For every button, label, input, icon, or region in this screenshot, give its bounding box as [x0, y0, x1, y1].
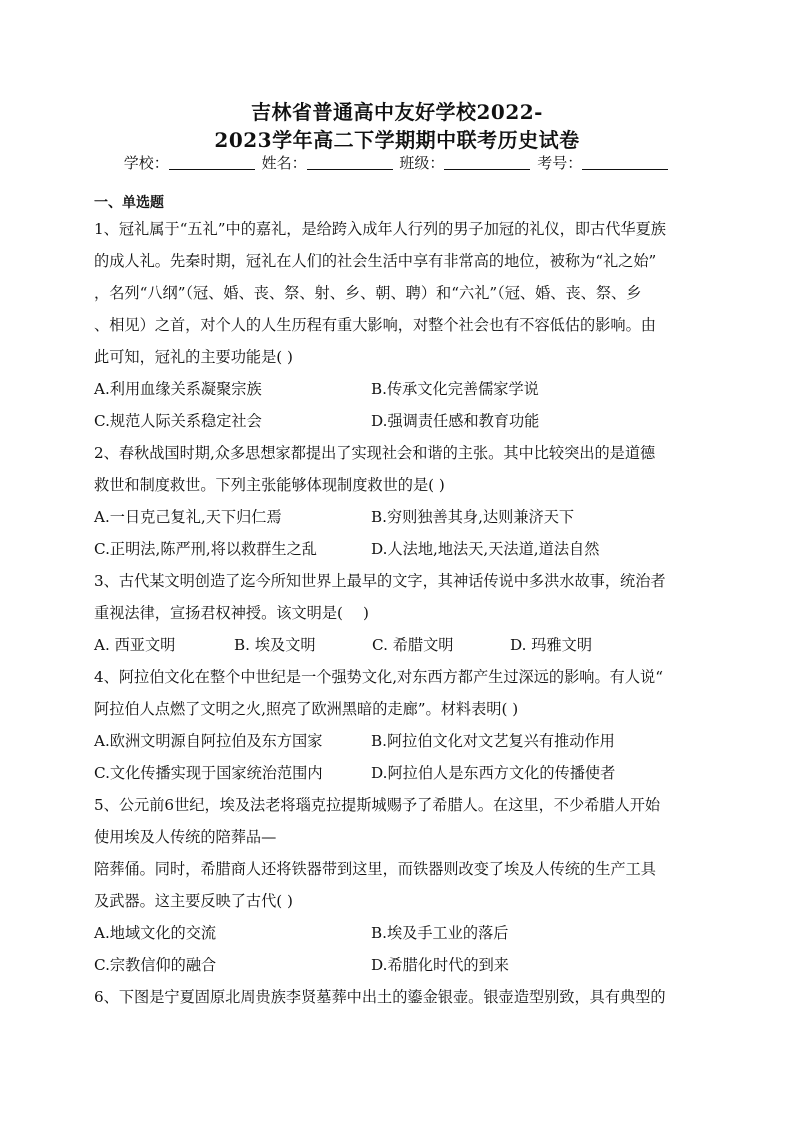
question-4 [94, 661, 700, 789]
option-b: B. 埃及文明 [234, 636, 316, 654]
option-c: C.文化传播实现于国家统治范围内 [94, 764, 323, 782]
exam-title-line-1: 吉林省普通高中友好学校2022- [251, 100, 543, 124]
option-row [94, 373, 700, 405]
question-text-line: 阿拉伯人点燃了文明之火,照亮了欧洲黑暗的走廊”。材料表明( ) [94, 700, 519, 718]
option-row [94, 501, 700, 533]
name-label: 姓名： [261, 154, 307, 172]
option-c: C.规范人际关系稳定社会 [94, 412, 262, 430]
question-text-line: ，名列“八纲”（冠、婚、丧、祭、射、乡、朝、聘）和“六礼”（冠、婚、丧、祭、乡 [94, 284, 642, 302]
option-a: A.欧洲文明源自阿拉伯及东方国家 [94, 732, 323, 750]
question-text-line: 使用埃及人传统的陪葬品— [94, 828, 277, 846]
option-b: B.穷则独善其身,达则兼济天下 [371, 508, 575, 526]
option-c: C.正明法,陈严刑,将以救群生之乱 [94, 540, 317, 558]
exam-title-line-2: 2023学年高二下学期期中联考历史试卷 [214, 128, 580, 152]
class-blank [444, 155, 530, 170]
question-text-line: 此可知，冠礼的主要功能是( ) [94, 348, 293, 366]
option-d: D.强调责任感和教育功能 [371, 412, 540, 430]
name-blank [307, 155, 393, 170]
school-label: 学校： [123, 154, 169, 172]
question-1 [94, 213, 700, 437]
option-a: A.地域文化的交流 [94, 924, 217, 942]
option-row [94, 725, 700, 757]
option-a: A.利用血缘关系凝聚宗族 [94, 380, 262, 398]
option-d: D.人法地,地法天,天法道,道法自然 [371, 540, 600, 558]
option-row [94, 629, 700, 661]
question-list [94, 213, 700, 1013]
exam-number-label: 考号： [537, 154, 583, 172]
option-row [94, 533, 700, 565]
question-text-line: 1、冠礼属于“五礼”中的嘉礼，是给跨入成年人行列的男子加冠的礼仪，即古代华夏族 [94, 220, 666, 238]
option-c: C.宗教信仰的融合 [94, 956, 217, 974]
question-text-line: 6、下图是宁夏固原北周贵族李贤墓葬中出土的鎏金银壶。银壶造型别致，具有典型的 [94, 988, 666, 1006]
option-d: D.希腊化时代的到来 [371, 956, 509, 974]
section-title: 一、单选题 [94, 195, 164, 211]
question-text-line: 3、古代某文明创造了迄今所知世界上最早的文字，其神话传说中多洪水故事，统治者 [94, 572, 666, 590]
option-c: C. 希腊文明 [372, 636, 454, 654]
question-5 [94, 789, 700, 981]
school-blank [169, 155, 255, 170]
option-d: D. 玛雅文明 [510, 636, 593, 654]
question-text-line: 陪葬俑。同时，希腊商人还将铁器带到这里，而铁器则改变了埃及人传统的生产工具 [94, 860, 656, 878]
question-2 [94, 437, 700, 565]
question-text-line: 2、春秋战国时期,众多思想家都提出了实现社会和谐的主张。其中比较突出的是道德 [94, 444, 656, 462]
option-a: A. 西亚文明 [94, 636, 176, 654]
option-b: B.传承文化完善儒家学说 [371, 380, 539, 398]
question-text-line: 重视法律，宣扬君权神授。该文明是( ) [94, 604, 369, 622]
class-label: 班级： [399, 154, 445, 172]
option-d: D.阿拉伯人是东西方文化的传播使者 [371, 764, 616, 782]
option-row [94, 949, 700, 981]
option-row [94, 405, 700, 437]
question-text-line: 、相见）之首，对个人的人生历程有重大影响，对整个社会也有不容低估的影响。由 [94, 316, 656, 334]
option-b: B.阿拉伯文化对文艺复兴有推动作用 [371, 732, 615, 750]
option-row [94, 917, 700, 949]
question-text-line: 及武器。这主要反映了古代( ) [94, 892, 293, 910]
question-3 [94, 565, 700, 661]
option-row [94, 757, 700, 789]
student-info-row [0, 152, 794, 173]
option-b: B.埃及手工业的落后 [371, 924, 509, 942]
question-text-line: 的成人礼。先秦时期，冠礼在人们的社会生活中享有非常高的地位，被称为“礼之始” [94, 252, 657, 270]
question-text-line: 4、阿拉伯文化在整个中世纪是一个强势文化,对东西方都产生过深远的影响。有人说“ [94, 668, 664, 686]
question-6 [94, 981, 700, 1013]
question-text-line: 5、公元前6世纪，埃及法老将瑙克拉提斯城赐予了希腊人。在这里，不少希腊人开始 [94, 796, 661, 814]
exam-number-blank [582, 155, 668, 170]
option-a: A.一日克己复礼,天下归仁焉 [94, 508, 282, 526]
question-text-line: 救世和制度救世。下列主张能够体现制度救世的是( ) [94, 476, 445, 494]
